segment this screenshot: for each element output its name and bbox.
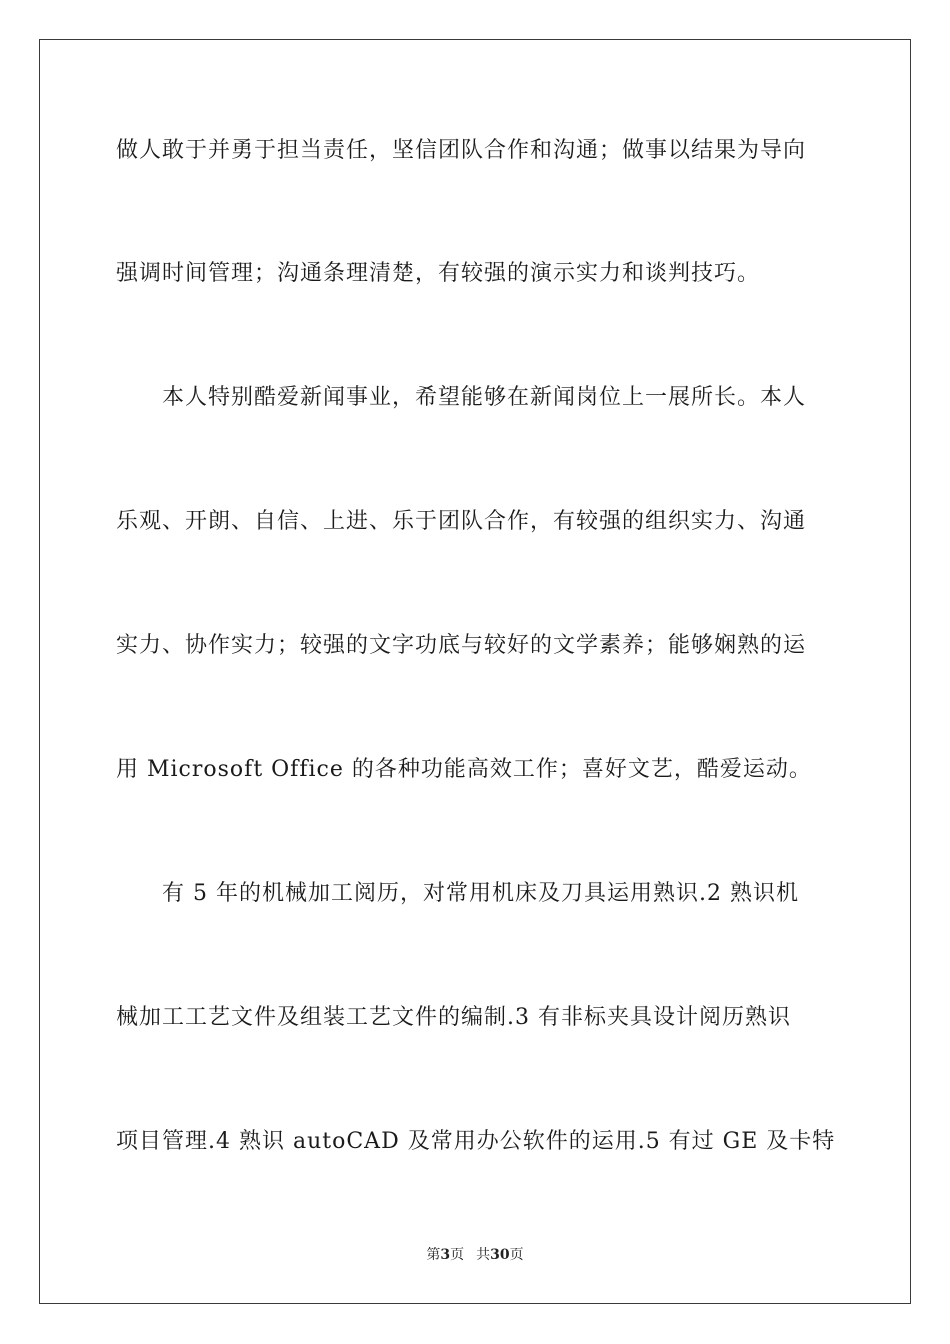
page-number: 3 bbox=[440, 1247, 451, 1263]
page-footer bbox=[0, 1246, 950, 1264]
text-line-5: 实力、协作实力；较强的文字功底与较好的文学素养；能够娴熟的运 bbox=[116, 633, 807, 658]
text-line-4: 乐观、开朗、自信、上进、乐于团队合作，有较强的组织实力、沟通 bbox=[116, 509, 807, 534]
text-line-1: 做人敢于并勇于担当责任，坚信团队合作和沟通；做事以结果为导向 bbox=[116, 138, 807, 163]
text-line-2: 强调时间管理；沟通条理清楚，有较强的演示实力和谈判技巧。 bbox=[116, 261, 761, 286]
total-suffix: 页 bbox=[509, 1247, 524, 1263]
text-line-8: 械加工工艺文件及组装工艺文件的编制.3 有非标夹具设计阅历熟识 bbox=[116, 1005, 791, 1030]
total-pages: 30 bbox=[490, 1247, 510, 1263]
total-prefix: 共 bbox=[476, 1247, 491, 1263]
text-line-7: 有 5 年的机械加工阅历，对常用机床及刀具运用熟识.2 熟识机 bbox=[162, 881, 799, 906]
page-suffix: 页 bbox=[450, 1247, 465, 1263]
text-line-6: 用 Microsoft Office 的各种功能高效工作；喜好文艺，酷爱运动。 bbox=[116, 757, 812, 782]
text-line-3: 本人特别酷爱新闻事业，希望能够在新闻岗位上一展所长。本人 bbox=[162, 385, 807, 410]
page-border bbox=[39, 39, 911, 1304]
text-line-9: 项目管理.4 熟识 autoCAD 及常用办公软件的运用.5 有过 GE 及卡特 bbox=[116, 1129, 836, 1154]
page-prefix: 第 bbox=[426, 1247, 441, 1263]
